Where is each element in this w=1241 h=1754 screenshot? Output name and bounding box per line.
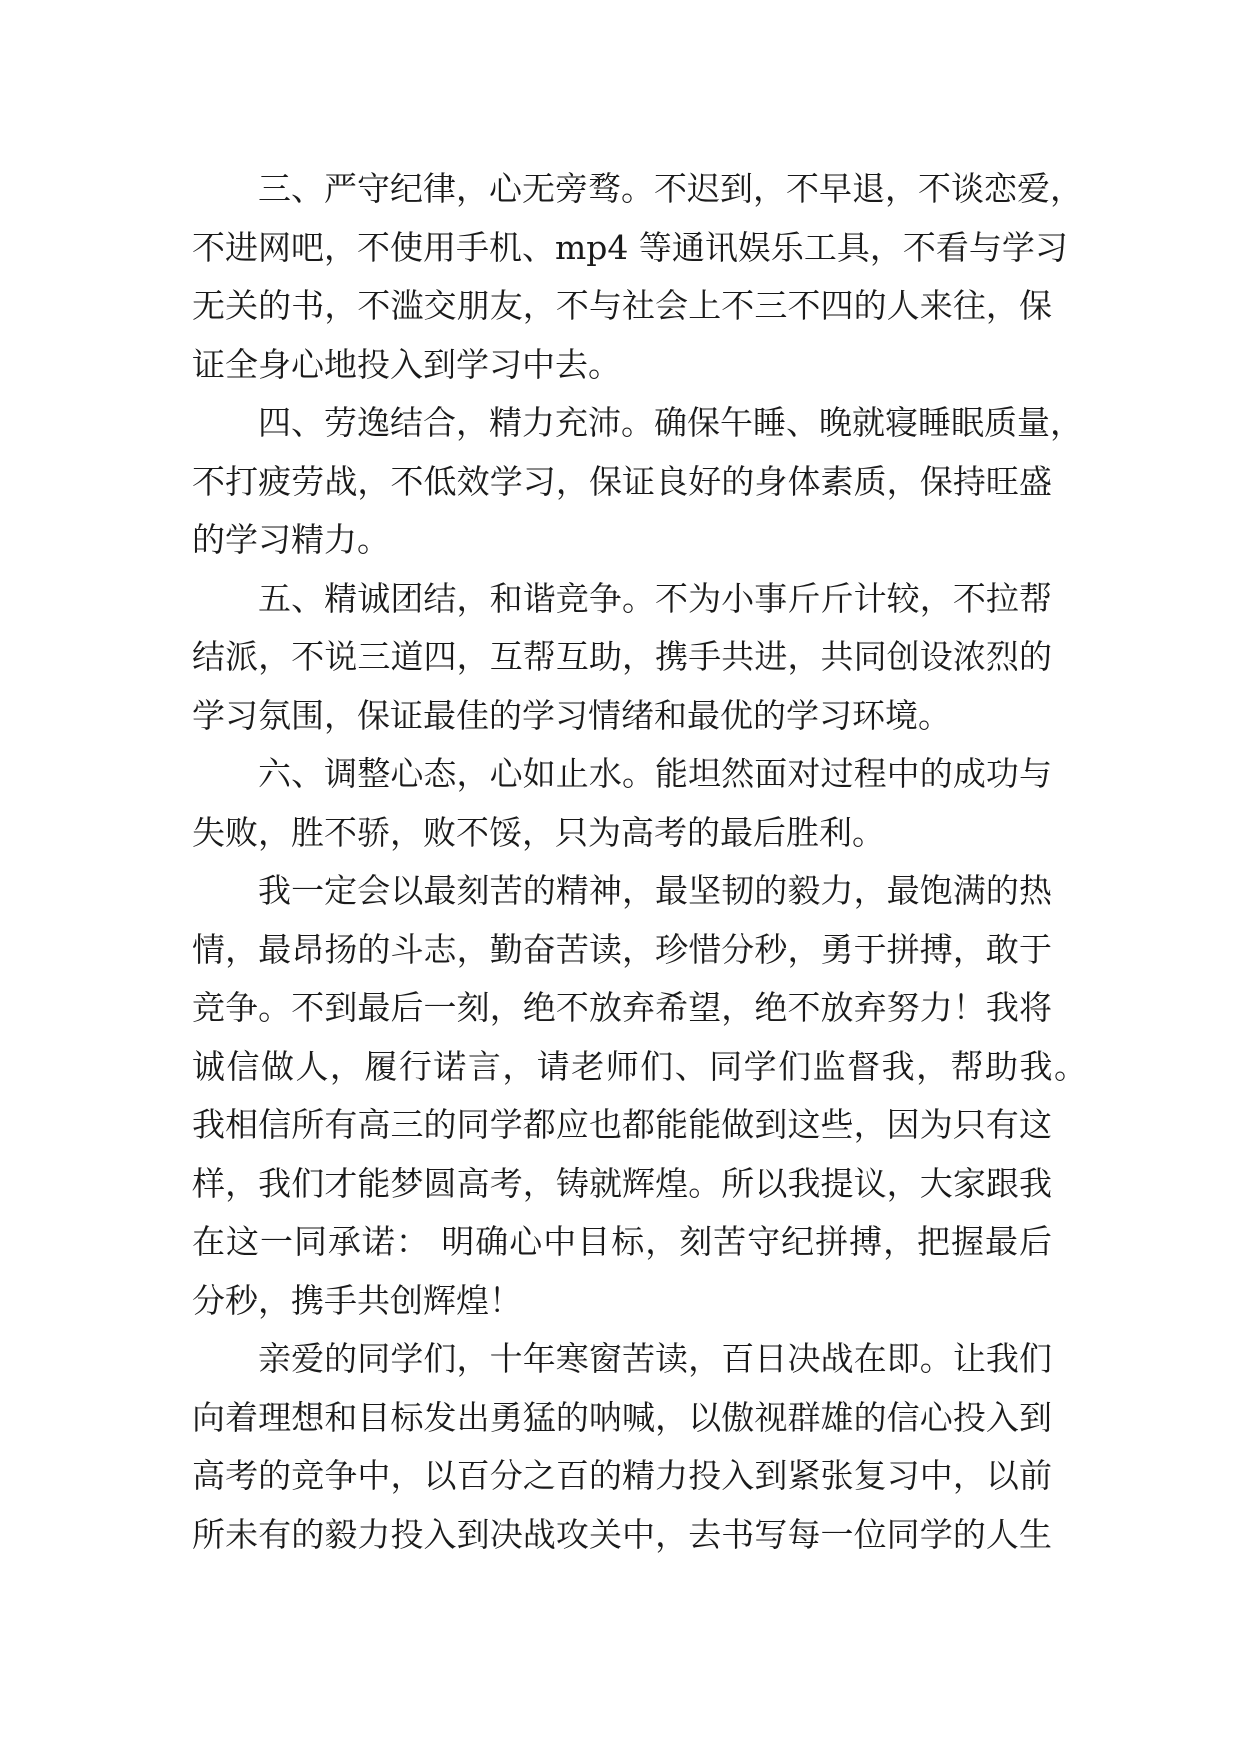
text-line: 我一定会以最刻苦的精神，最坚韧的毅力，最饱满的热 [258,871,1052,910]
text-line: 不进网吧，不使用手机、mp4 等通讯娱乐工具，不看与学习 [192,227,1068,267]
text-line: 情，最昂扬的斗志，勤奋苦读，珍惜分秒，勇于拼搏，敢于 [192,929,1052,969]
text-line: 样，我们才能梦圆高考，铸就辉煌。所以我提议，大家跟我 [192,1163,1052,1203]
text-line: 五、精诚团结，和谐竞争。不为小事斤斤计较，不拉帮 [258,578,1052,618]
text-line: 无关的书，不滥交朋友，不与社会上不三不四的人来往，保 [192,286,1052,325]
text-line: 向着理想和目标发出勇猛的呐喊，以傲视群雄的信心投入到 [192,1397,1052,1437]
text-line: 六、调整心态，心如止水。能坦然面对过程中的成功与 [258,754,1052,793]
text-line: 的学习精力。 [192,520,390,559]
text-line: 不打疲劳战，不低效学习，保证良好的身体素质，保持旺盛 [192,461,1052,501]
document-body [192,160,1087,1564]
text-line: 失败，胜不骄，败不馁，只为高考的最后胜利。 [192,812,885,852]
text-line: 学习氛围，保证最佳的学习情绪和最优的学习环境。 [192,695,951,735]
text-line: 在这一同承诺： 明确心中目标，刻苦守纪拼搏，把握最后 [192,1222,1052,1261]
text-line: 结派，不说三道四，互帮互助，携手共进，共同创设浓烈的 [192,637,1052,676]
text-line: 分秒，携手共创辉煌！ [192,1280,522,1320]
text-line: 四、劳逸结合，精力充沛。确保午睡、晚就寝睡眠质量， [258,403,1083,442]
text-line: 诚信做人，履行诺言，请老师们、同学们监督我，帮助我。 [192,1046,1087,1086]
text-line: 竞争。不到最后一刻，绝不放弃希望，绝不放弃努力！我将 [192,988,1052,1027]
text-line: 所未有的毅力投入到决战攻关中，去书写每一位同学的人生 [192,1514,1052,1554]
text-line: 证全身心地投入到学习中去。 [192,344,621,384]
text-line: 我相信所有高三的同学都应也都能能做到这些，因为只有这 [192,1105,1052,1144]
text-line: 高考的竞争中，以百分之百的精力投入到紧张复习中，以前 [192,1456,1052,1495]
text-line: 亲爱的同学们，十年寒窗苦读，百日决战在即。让我们 [258,1339,1052,1378]
text-line: 三、严守纪律，心无旁骛。不迟到，不早退，不谈恋爱， [258,169,1083,208]
